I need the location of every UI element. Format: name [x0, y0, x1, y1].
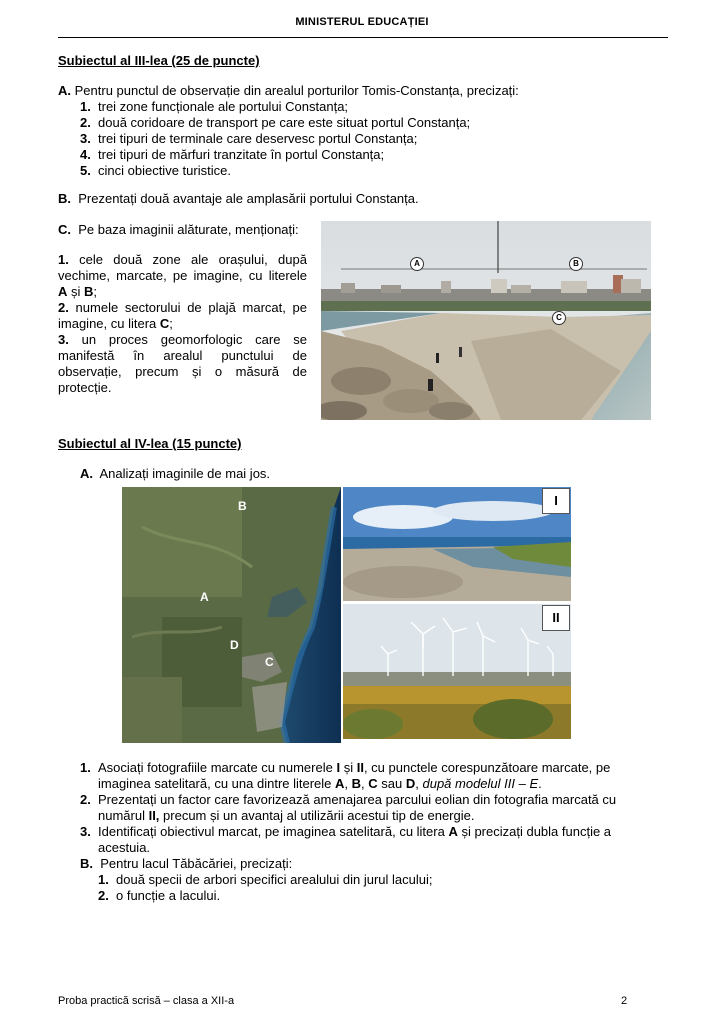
s3-c-q3-line1: 3. un proces geomorfologic care se	[58, 332, 307, 347]
photo-label-ii: II	[542, 605, 570, 631]
photo-ii	[343, 604, 571, 739]
s3-c-q1-line1: 1. cele două zone ale orașului, după	[58, 252, 307, 267]
s4-a-q3-line2: acestuia.	[98, 840, 151, 855]
s4-a-q2-line2: numărul II, precum și un avantaj al utilizării acestui tip de energie.	[98, 808, 475, 823]
s3-c-q3-line2: manifestă în arealul punctului de	[58, 348, 307, 363]
beach-photo	[321, 221, 651, 420]
s3-a-item: 2. două coridoare de transport pe care este situat portul Constanța;	[80, 115, 471, 130]
s4-b-intro: B. Pentru lacul Tăbăcăriei, precizați:	[80, 856, 293, 871]
photo-label-b: B	[569, 257, 583, 271]
page-number: 2	[621, 995, 628, 1007]
s4-a-q1-line1: 1. Asociați fotografiile marcate cu numerele I și II, cu punctele corespunzătoare marcate, pe	[80, 760, 611, 775]
s3-c-q3-line4: protecție.	[58, 380, 112, 395]
s3-a-intro: A. Pentru punctul de observație din arealul porturilor Tomis-Constanța, precizați:	[58, 83, 519, 98]
s3-a-item: 3. trei tipuri de terminale care deservesc portul Constanța;	[80, 131, 418, 146]
s4-a-q3-line1: 3. Identificați obiectivul marcat, pe imaginea satelitară, cu litera A și precizați dubla funcție a	[80, 824, 612, 839]
s4-a-intro: A. Analizați imaginile de mai jos.	[80, 466, 271, 481]
s3-c-q1-line2: vechime, marcate, pe imagine, cu literele	[58, 268, 307, 283]
map-label-b: B	[238, 499, 247, 513]
s4-a-q2-line1: 2. Prezentați un factor care favorizează amenajarea parcului eolian din fotografia marcată cu	[80, 792, 617, 807]
s3-b-text: B. Prezentați două avantaje ale amplasării portului Constanța.	[58, 191, 419, 206]
section-4-title: Subiectul al IV-lea (15 puncte)	[58, 436, 242, 451]
footer-title: Proba practică scrisă – clasa a XII-a	[58, 995, 235, 1007]
photo-label-a: A	[410, 257, 424, 271]
s3-c-q2-line1: 2. numele sectorului de plajă marcat, pe	[58, 300, 307, 315]
map-label-a: A	[200, 590, 209, 604]
photo-label-i: I	[542, 488, 570, 514]
s3-c-intro: C. Pe baza imaginii alăturate, menționați:	[58, 222, 299, 237]
photo-label-c: C	[552, 311, 566, 325]
photo-ii-drawing	[343, 604, 571, 739]
s3-a-item: 1. trei zone funcționale ale portului Constanța;	[80, 99, 349, 114]
photo-i	[343, 487, 571, 601]
section-3-title: Subiectul al III-lea (25 de puncte)	[58, 53, 260, 68]
s4-b-item: 2. o funcție a lacului.	[98, 888, 221, 903]
photo-i-drawing	[343, 487, 571, 601]
map-label-c: C	[265, 655, 274, 669]
s4-b-item: 1. două specii de arbori specifici arealului din jurul lacului;	[98, 872, 433, 887]
s4-a-q1-line2: imaginea satelitară, cu una dintre literele A, B, C sau D, după modelul III – E.	[98, 776, 542, 791]
s3-a-item: 4. trei tipuri de mărfuri tranzitate în portul Constanța;	[80, 147, 385, 162]
beach-photo-drawing	[321, 221, 651, 420]
s3-a-item: 5. cinci obiective turistice.	[80, 163, 231, 178]
s3-c-q3-line3: observație, precum și o măsură de	[58, 364, 307, 379]
satellite-map	[122, 487, 341, 743]
header-divider	[58, 37, 668, 38]
map-label-d: D	[230, 638, 239, 652]
s3-c-q2-line2: imagine, cu litera C;	[58, 316, 173, 331]
satellite-map-drawing	[122, 487, 341, 743]
s3-c-q1-line3: A și B;	[58, 284, 98, 299]
ministry-header: MINISTERUL EDUCAȚIEI	[295, 16, 429, 28]
